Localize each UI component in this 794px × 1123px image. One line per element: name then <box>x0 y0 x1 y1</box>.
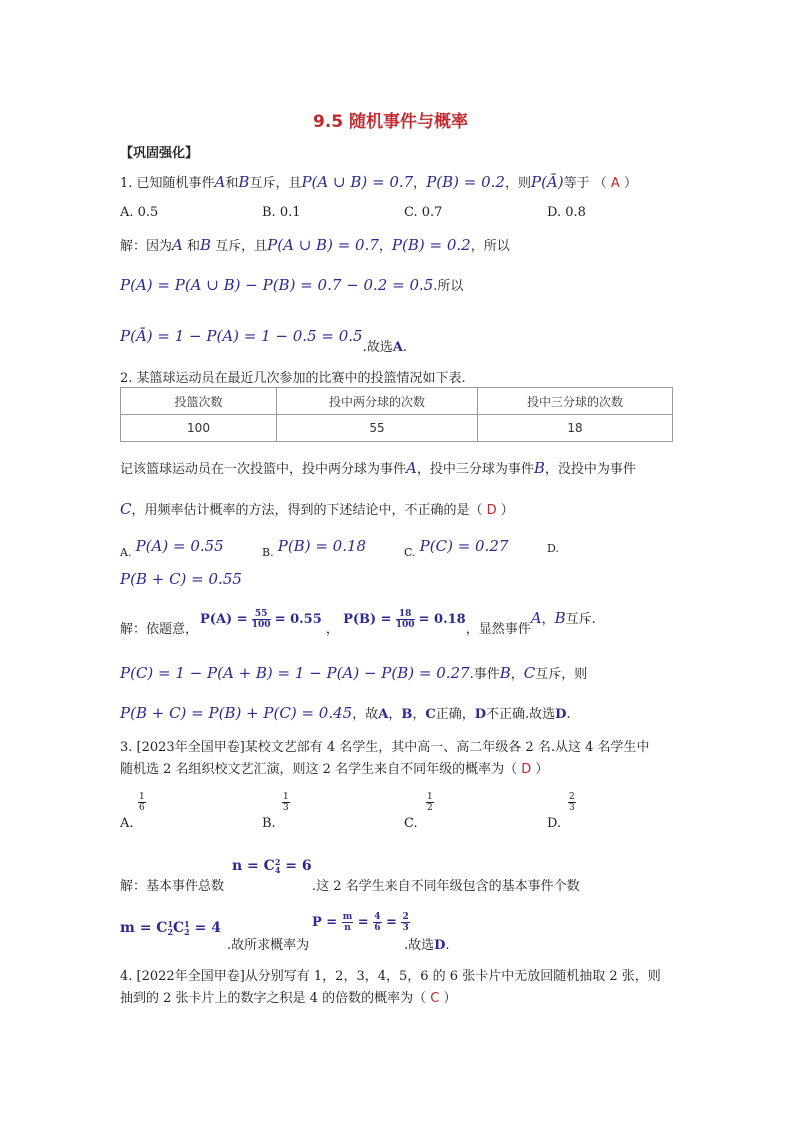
q1-expr3: P(Ā) <box>530 173 564 191</box>
q2-text1-var-a: A <box>406 459 417 477</box>
q3-opt-a-label: A. <box>120 816 134 831</box>
q2-text-line1 <box>120 458 636 477</box>
q3-sol-p <box>312 912 410 933</box>
q2-line3-b: ， <box>388 707 402 722</box>
fraction-denominator: 100 <box>395 620 415 630</box>
equals: = <box>386 915 397 930</box>
q1-sol-var-a: A <box>172 236 183 254</box>
q4-close: ） <box>443 991 457 1006</box>
q1-stem-a: 1. 已知随机事件 <box>120 176 215 191</box>
q3-sol-m-val: = 4 <box>189 920 221 936</box>
fraction-denominator: 100 <box>251 620 271 630</box>
q3-solution-line2 <box>120 912 720 952</box>
q3-stem-line2 <box>120 758 548 777</box>
q2-text1-b: ，投中三分球为事件 <box>416 462 534 477</box>
q2-option-b <box>262 537 367 559</box>
q1-option-a: A. 0.5 <box>120 205 159 220</box>
q2-sol-var-b: B <box>554 609 566 627</box>
q1-answer: A <box>610 176 620 191</box>
fraction-denominator: 2 <box>427 803 433 813</box>
q2-sol-comma: ， <box>325 622 339 637</box>
fraction-numerator: m <box>342 912 353 922</box>
q1-sol-comma: ， <box>378 239 392 254</box>
fraction-numerator: 1 <box>427 792 433 802</box>
page-title: 9.5 随机事件与概率 <box>313 112 469 132</box>
q1-stem-d: 等于 （ <box>563 176 607 191</box>
q1-solution-line3 <box>120 326 407 355</box>
q1-solution-line2 <box>120 275 463 294</box>
q1-var-a: A <box>214 173 226 191</box>
q1-line3-answer: A <box>392 340 403 355</box>
fraction-numerator: 2 <box>402 912 409 922</box>
q2-sol-d: 互斥. <box>565 612 596 627</box>
q1-stem <box>120 172 637 191</box>
fraction-numerator: 18 <box>396 609 415 620</box>
q1-line3-expr: P(Ā) = 1 − P(A) = 1 − 0.5 = 0.5 <box>120 327 363 345</box>
q1-he: 和 <box>225 176 239 191</box>
fraction <box>401 912 409 933</box>
q2-sol-a: 解：依题意， <box>120 622 199 637</box>
q1-close: ） <box>623 176 637 191</box>
table-cell: 55 <box>277 415 478 442</box>
fraction-denominator: n <box>344 923 351 933</box>
q1-option-c: C. 0.7 <box>404 205 443 220</box>
q2-line2-var-c: C <box>523 664 536 682</box>
q2-line3-var-d: D <box>474 707 487 722</box>
table-header-row <box>121 388 673 415</box>
q3-sol-b: .这 2 名学生来自不同年级包含的基本事件个数 <box>312 879 580 894</box>
q2-line3-var-b: B <box>401 707 413 722</box>
q2-answer: D <box>486 503 497 518</box>
q3-opt-a-fraction <box>138 792 146 813</box>
superscript: 1 <box>184 919 190 929</box>
q1-stem-c: ，则 <box>504 176 531 191</box>
q2-sol-pb: P(B) = <box>343 612 392 627</box>
q2-opt-b-expr: P(B) = 0.18 <box>277 537 367 555</box>
q1-sol-b: 互斥，且 <box>211 239 268 254</box>
q1-sol-expr1: P(A ∪ B) = 0.7 <box>267 236 379 254</box>
q2-text2-var-c: C <box>120 500 132 518</box>
q3-sol-m-c2: C <box>173 920 185 936</box>
q3-stem2-a: 随机选 2 名组织校文艺汇演，则这 2 名学生来自不同年级的概率为（ <box>120 762 518 777</box>
q1-line3-tail: .故选 <box>362 340 393 355</box>
q3-sol-c: .故所求概率为 <box>227 938 310 953</box>
superscript: 1 <box>167 919 174 929</box>
q1-line2-expr: P(A) = P(A ∪ B) − P(B) = 0.7 − 0.2 = 0.5 <box>120 276 434 294</box>
q2-line3-var-a: A <box>378 707 389 722</box>
q2-sol-pb-fraction <box>396 609 415 630</box>
q2-sol-var-a: A <box>530 609 542 627</box>
fraction-denominator: 3 <box>569 803 575 813</box>
q1-sol-a: 解：因为 <box>120 239 173 254</box>
q2-text-line2 <box>120 499 514 518</box>
q3-sol-n <box>232 858 312 874</box>
fraction <box>373 912 381 933</box>
fraction-numerator: 55 <box>252 609 271 620</box>
q1-line2-tail: .所以 <box>433 279 464 294</box>
table-header-cell: 投中两分球的次数 <box>277 388 478 415</box>
q2-line3-d: 正确， <box>435 707 475 722</box>
q1-sol-expr2: P(B) = 0.2 <box>391 236 471 254</box>
q2-option-d-label: D. <box>547 542 559 555</box>
equals: = <box>357 915 369 930</box>
q1-expr1: P(A ∪ B) = 0.7 <box>301 173 414 191</box>
q2-sol-pa: P(A) = <box>200 612 248 627</box>
q1-var-b: B <box>238 173 250 191</box>
q3-answer: D <box>521 762 532 777</box>
q2-table <box>120 387 673 442</box>
q2-solution-line3 <box>120 703 571 722</box>
q3-sol-d: .故选 <box>404 938 435 953</box>
q3-opt-b-fraction <box>282 792 290 813</box>
q1-stem-b: 互斥，且 <box>249 176 302 191</box>
q2-sol-b: ，显然事件 <box>465 622 531 637</box>
q3-opt-c-fraction <box>426 792 434 813</box>
q3-sol-end: . <box>445 938 450 953</box>
q2-stem: 2. 某篮球运动员在最近几次参加的比赛中的投篮情况如下表. <box>120 371 466 386</box>
section-heading: 【巩固强化】 <box>120 146 199 161</box>
q4-answer: C <box>430 991 440 1006</box>
q2-sol-pa-fraction <box>252 609 271 630</box>
q3-sol-m <box>120 920 221 936</box>
q2-line2-var-b: B <box>499 664 511 682</box>
q3-sol-d-group <box>404 934 450 953</box>
q1-sol-he: 和 <box>182 239 200 254</box>
q2-opt-b-label: B. <box>262 546 274 559</box>
fraction <box>342 912 354 933</box>
q2-line3-expr: P(B + C) = P(B) + P(C) = 0.45 <box>120 704 353 722</box>
q2-text2-a: ，用频率估计概率的方法，得到的下述结论中，不正确的是（ <box>131 503 483 518</box>
q1-line3-end: . <box>402 340 407 355</box>
fraction-numerator: 1 <box>139 792 145 802</box>
q1-sol-c: ，所以 <box>470 239 510 254</box>
superscript: 2 <box>274 857 281 867</box>
q2-opt-c-expr: P(C) = 0.27 <box>419 537 509 555</box>
q4-stem-line2 <box>120 987 456 1006</box>
q2-close: ） <box>500 503 514 518</box>
q2-opt-c-label: C. <box>404 546 416 559</box>
q3-opt-b-label: B. <box>262 816 276 831</box>
q3-sol-answer: D <box>434 938 446 953</box>
subscript: 4 <box>274 865 281 875</box>
q1-solution-line1 <box>120 235 510 254</box>
q2-line2-expr: P(C) = 1 − P(A + B) = 1 − P(A) − P(B) = 0.27 <box>120 664 470 682</box>
q2-line2-a: .事件 <box>469 667 500 682</box>
q3-opt-d-fraction <box>568 792 576 813</box>
q4-stem2: 抽到的 2 张卡片上的数字之积是 4 的倍数的概率为（ <box>120 991 427 1006</box>
table-header-cell: 投中三分球的次数 <box>478 388 673 415</box>
q2-line3-var-c: C <box>425 707 436 722</box>
q4-stem-line1: 4. [2022年全国甲卷]从分别写有 1，2，3，4，5，6 的 6 张卡片中无放回随机抽取 2 张，则 <box>120 969 661 984</box>
q1-comma: ， <box>413 176 427 191</box>
q1-option-b: B. 0.1 <box>262 205 301 220</box>
q3-sol-m-base: m = C <box>120 920 168 936</box>
q2-line3-c: ， <box>412 707 426 722</box>
q2-solution-line2 <box>120 663 587 682</box>
q2-line3-a: ，故 <box>352 707 379 722</box>
q2-sol-pb-val: = 0.18 <box>418 612 466 627</box>
q2-line2-b: ， <box>510 667 524 682</box>
fraction-denominator: 6 <box>139 803 145 813</box>
q2-line3-answer: D <box>555 707 567 722</box>
table-cell: 18 <box>478 415 673 442</box>
fraction-denominator: 3 <box>402 923 409 933</box>
q1-sol-var-b: B <box>200 236 212 254</box>
q2-text1-var-b: B <box>533 459 545 477</box>
fraction-numerator: 4 <box>374 912 381 922</box>
q2-solution-line1 <box>120 608 596 637</box>
q1-expr2: P(B) = 0.2 <box>426 173 505 191</box>
q3-opt-d-label: D. <box>547 816 562 831</box>
q2-line3-e: 不正确.故选 <box>486 707 556 722</box>
fraction-numerator: 1 <box>283 792 289 802</box>
fraction-denominator: 3 <box>283 803 289 813</box>
q3-opt-c-label: C. <box>404 816 418 831</box>
q3-stem-line1: 3. [2023年全国甲卷]某校文艺部有 4 名学生，其中高一、高二年级各 2 名.从这 4 名学生中 <box>120 740 650 755</box>
fraction-denominator: 6 <box>374 923 381 933</box>
q2-opt-a-expr: P(A) = 0.55 <box>135 537 224 555</box>
subscript: 2 <box>167 927 174 937</box>
q2-line2-c: 互斥，则 <box>535 667 588 682</box>
q3-close: ） <box>535 762 549 777</box>
q2-line3-end: . <box>566 707 571 722</box>
table-header-cell: 投篮次数 <box>121 388 277 415</box>
table-cell: 100 <box>121 415 277 442</box>
q3-solution-line1 <box>120 855 720 895</box>
q2-option-d-expr: P(B + C) = 0.55 <box>120 570 242 588</box>
q3-sol-n-val: = 6 <box>280 858 312 874</box>
q2-option-a <box>120 537 224 559</box>
fraction-numerator: 2 <box>569 792 575 802</box>
q3-sol-a: 解：基本事件总数 <box>120 879 225 894</box>
q2-text1-c: ，没投中为事件 <box>544 462 636 477</box>
q2-option-c <box>404 537 509 559</box>
q3-sol-n-base: n = C <box>232 858 275 874</box>
q2-text1-a: 记该篮球运动员在一次投篮中，投中两分球为事件 <box>120 462 407 477</box>
table-row <box>121 415 673 442</box>
q2-opt-a-label: A. <box>120 546 132 559</box>
q2-sol-c: ， <box>541 612 555 627</box>
q3-sol-p-label: P = <box>312 915 338 930</box>
q1-option-d: D. 0.8 <box>547 205 586 220</box>
subscript: 2 <box>184 927 190 937</box>
q2-sol-pa-val: = 0.55 <box>274 612 322 627</box>
